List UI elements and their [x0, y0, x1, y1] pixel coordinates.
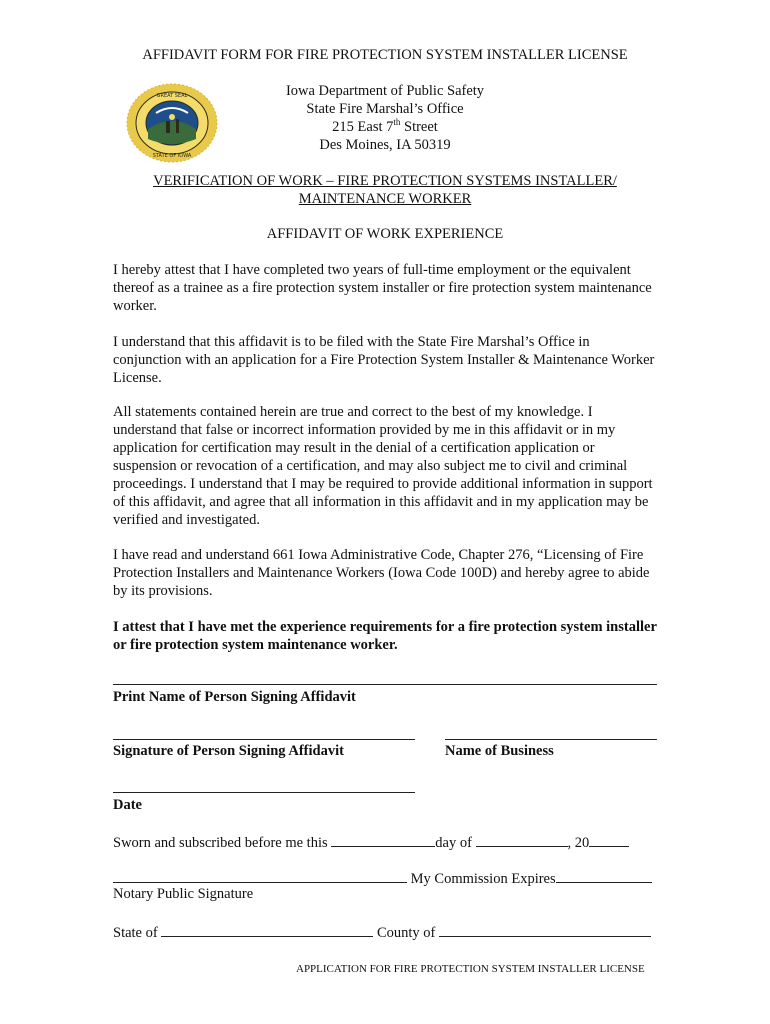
- state-field[interactable]: [161, 922, 373, 937]
- paragraph-statements: All statements contained herein are true and correct to the best of my knowledge. I understand that false or incorrect information provided by me in this affidavit or in my application for certification may result in the denial of a certification application or suspension or revocation of a certification, and may also subject me to civil and criminal proceedings. I understand that I may be required to provide additional information in support of this affidavit, and agree that all information in this affidavit and in my application may be verified and investigated.: [113, 404, 653, 528]
- business-label: Name of Business: [445, 743, 554, 759]
- sworn-month-field[interactable]: [476, 832, 568, 847]
- paragraph-code: I have read and understand 661 Iowa Administrative Code, Chapter 276, “Licensing of Fire Protection Installers and Maintenance Workers (Iowa Code 100D) and hereby agree to abide by its provisions.: [113, 547, 650, 599]
- notary-label: Notary Public Signature: [113, 886, 254, 902]
- paragraph-attest-bold: I attest that I have met the experience requirements for a fire protection system installer or fire protection system maintenance worker.: [113, 619, 657, 653]
- paragraph-filing: I understand that this affidavit is to be filed with the State Fire Marshal’s Office in conjunction with an application for a Fire Protection System Installer & Maintenance Worker License.: [113, 334, 655, 386]
- commission-expires-field[interactable]: [556, 868, 652, 883]
- signature-label: Signature of Person Signing Affidavit: [113, 743, 344, 759]
- print-name-label: Print Name of Person Signing Affidavit: [113, 689, 356, 705]
- address-line-3: 215 East 7th Street: [332, 117, 438, 135]
- sworn-row: Sworn and subscribed before me this day of , 20: [113, 832, 629, 852]
- signature-line[interactable]: [113, 739, 415, 740]
- paragraph-attest-employment: I hereby attest that I have completed two years of full-time employment or the equivalent thereof as a trainee as a fire protection system installer or fire protection system maintenance worker.: [113, 262, 652, 314]
- verification-heading: VERIFICATION OF WORK – FIRE PROTECTION SYSTEMS INSTALLER/ MAINTENANCE WORKER: [153, 173, 617, 207]
- date-label: Date: [113, 797, 142, 813]
- commission-row: My Commission Expires: [113, 868, 652, 888]
- agency-address: [240, 82, 530, 154]
- business-line[interactable]: [445, 739, 657, 740]
- address-line-1: Iowa Department of Public Safety: [285, 83, 485, 99]
- print-name-line[interactable]: [113, 684, 657, 685]
- state-county-row: State of County of: [113, 922, 651, 942]
- iowa-seal-logo: [126, 83, 218, 163]
- seal-icon: [126, 83, 218, 163]
- affidavit-subtitle: AFFIDAVIT OF WORK EXPERIENCE: [266, 226, 504, 242]
- form-title: AFFIDAVIT FORM FOR FIRE PROTECTION SYSTEM INSTALLER LICENSE: [142, 47, 628, 63]
- date-line[interactable]: [113, 792, 415, 793]
- svg-text:GREAT SEAL: GREAT SEAL: [156, 93, 188, 99]
- address-line-4: Des Moines, IA 50319: [319, 137, 451, 153]
- sworn-day-field[interactable]: [331, 832, 435, 847]
- address-line-2: State Fire Marshal’s Office: [306, 101, 464, 117]
- footer-text: APPLICATION FOR FIRE PROTECTION SYSTEM INSTALLER LICENSE: [296, 963, 645, 975]
- notary-signature-field[interactable]: [113, 868, 407, 883]
- county-field[interactable]: [439, 922, 651, 937]
- svg-text:STATE OF IOWA: STATE OF IOWA: [152, 153, 192, 159]
- sworn-year-field[interactable]: [589, 832, 629, 847]
